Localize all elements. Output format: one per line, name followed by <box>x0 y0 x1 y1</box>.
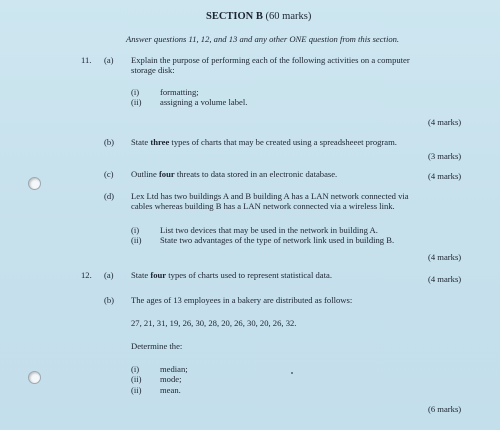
q12b-item-2-roman: (ii) <box>131 374 142 384</box>
q12b-item-3-roman: (ii) <box>131 385 142 395</box>
binder-hole-top <box>28 177 41 190</box>
q12b-data-line: 27, 21, 31, 19, 26, 30, 28, 20, 26, 30, 20, 26, 32. <box>131 318 297 328</box>
binder-hole-bottom <box>28 371 41 384</box>
q12a-text-post: types of charts used to represent statistical data. <box>166 270 332 280</box>
q11b-label: (b) <box>104 137 115 147</box>
q12a-label: (a) <box>104 270 114 280</box>
q12b-item-2-text: mode; <box>160 374 182 384</box>
q11a-item-2-roman: (ii) <box>131 97 142 107</box>
q12a-marks: (4 marks) <box>428 274 462 284</box>
q11d-item-2-roman: (ii) <box>131 235 142 245</box>
q11c-text-pre: Outline <box>131 169 159 179</box>
section-marks-note: (60 marks) <box>265 11 312 22</box>
q12-number: 12. <box>81 270 92 280</box>
q12b-item-3-text: mean. <box>160 385 181 395</box>
q11b-marks: (3 marks) <box>428 151 462 161</box>
section-instruction: Answer questions 11, 12, and 13 and any other ONE question from this section. <box>126 34 400 44</box>
q11d-item-1-roman: (i) <box>131 225 140 235</box>
q11a-label: (a) <box>104 55 114 65</box>
q11c-text-bold: four <box>158 169 175 179</box>
section-title-text: SECTION B <box>206 11 263 22</box>
q11d-item-1-text: List two devices that may be used in the network in building A. <box>160 225 378 235</box>
q12b-marks: (6 marks) <box>428 404 462 414</box>
section-title <box>206 11 311 22</box>
q12b-determine: Determine the: <box>131 341 183 351</box>
q12a-text <box>131 270 332 281</box>
q11d-text-line2: cables whereas building B has a LAN network connected via a wireless link. <box>131 201 395 211</box>
q11c-text-post: threats to data stored in an electronic database. <box>174 169 338 179</box>
q11d-marks: (4 marks) <box>428 252 462 262</box>
q11d-text-line1: Lex Ltd has two buildings A and B building A has a LAN network connected via <box>131 191 409 201</box>
q12b-text: The ages of 13 employees in a bakery are distributed as follows: <box>131 295 353 305</box>
q11a-text-line1: Explain the purpose of performing each of the following activities on a computer <box>131 55 410 65</box>
q12a-text-bold: four <box>150 270 167 280</box>
q11b-text-bold: three <box>150 137 170 147</box>
q11d-label: (d) <box>104 191 115 201</box>
q11a-item-1-roman: (i) <box>131 87 140 97</box>
q12b-item-1-roman: (i) <box>131 364 140 374</box>
q12a-text-pre: State <box>131 270 151 280</box>
q11a-text-line2: storage disk: <box>131 65 175 75</box>
q11c-marks: (4 marks) <box>428 171 462 181</box>
q12b-label: (b) <box>104 295 115 305</box>
q11b-text-pre: State <box>131 137 151 147</box>
q11d-item-2-text: State two advantages of the type of network link used in building B. <box>160 235 395 245</box>
q11c-label: (c) <box>104 169 114 179</box>
q11a-item-1-text: formatting; <box>160 87 199 97</box>
q11-number: 11. <box>81 55 92 65</box>
q11b-text <box>131 137 397 148</box>
q11b-text-post: types of charts that may be created using a spreadsheeet program. <box>169 137 397 147</box>
q11a-marks: (4 marks) <box>428 117 462 127</box>
q11a-item-2-text: assigning a volume label. <box>160 97 248 107</box>
q12b-item-1-text: median; <box>160 364 188 374</box>
speck <box>291 372 293 374</box>
q11c-text <box>131 169 337 180</box>
